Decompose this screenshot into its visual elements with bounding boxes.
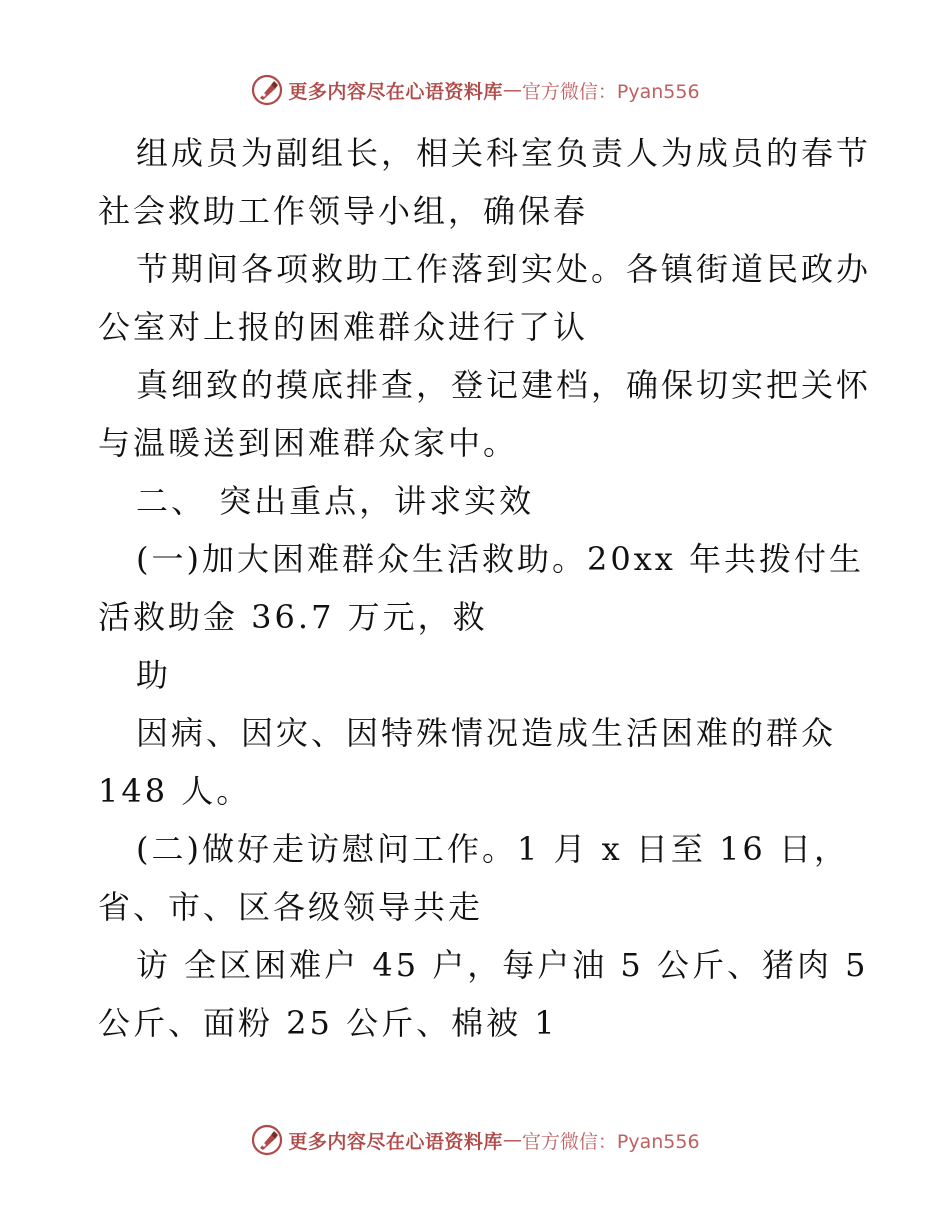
- text-line: 活救助金 36.7 万元，救: [98, 598, 488, 636]
- text-line: 真细致的摸底排查，登记建档，确保切实把关怀: [136, 366, 872, 404]
- watermark-separator: —: [502, 79, 522, 101]
- watermark-separator: —: [502, 1129, 522, 1151]
- pen-nib-logo-icon: [250, 73, 284, 107]
- text-line: 助: [136, 656, 172, 694]
- text-line: (二)做好走访慰问工作。1 月 x 日至 16 日，: [136, 830, 849, 868]
- text-line: 公斤、面粉 25 公斤、棉被 1: [98, 1004, 558, 1042]
- text-line: 148 人。: [98, 772, 252, 810]
- watermark-header: [0, 70, 950, 110]
- text-line: 节期间各项救助工作落到实处。各镇街道民政办: [136, 250, 872, 288]
- pen-nib-logo-icon: [250, 1123, 284, 1157]
- watermark-contact-text: 官方微信：Pyan556: [521, 80, 700, 103]
- text-line: 公室对上报的困难群众进行了认: [98, 308, 589, 346]
- text-line: (一)加大困难群众生活救助。20xx 年共拨付生: [136, 540, 864, 578]
- watermark-contact-text: 官方微信：Pyan556: [521, 1130, 700, 1153]
- text-line: 访 全区困难户 45 户，每户油 5 公斤、猪肉 5: [136, 946, 869, 984]
- document-body: [98, 124, 872, 1052]
- section-heading: 二、 突出重点，讲求实效: [136, 482, 535, 520]
- text-line: 组成员为副组长，相关科室负责人为成员的春节: [136, 134, 872, 172]
- text-line: 因病、因灾、因特殊情况造成生活困难的群众: [136, 714, 837, 752]
- watermark-site-text: 更多内容尽在心语资料库: [288, 1130, 503, 1153]
- text-line: 社会救助工作领导小组，确保春: [98, 192, 589, 230]
- watermark-site-text: 更多内容尽在心语资料库: [288, 80, 503, 103]
- text-line: 与温暖送到困难群众家中。: [98, 424, 519, 462]
- watermark-footer: [0, 1120, 950, 1160]
- text-line: 省、市、区各级领导共走: [98, 888, 484, 926]
